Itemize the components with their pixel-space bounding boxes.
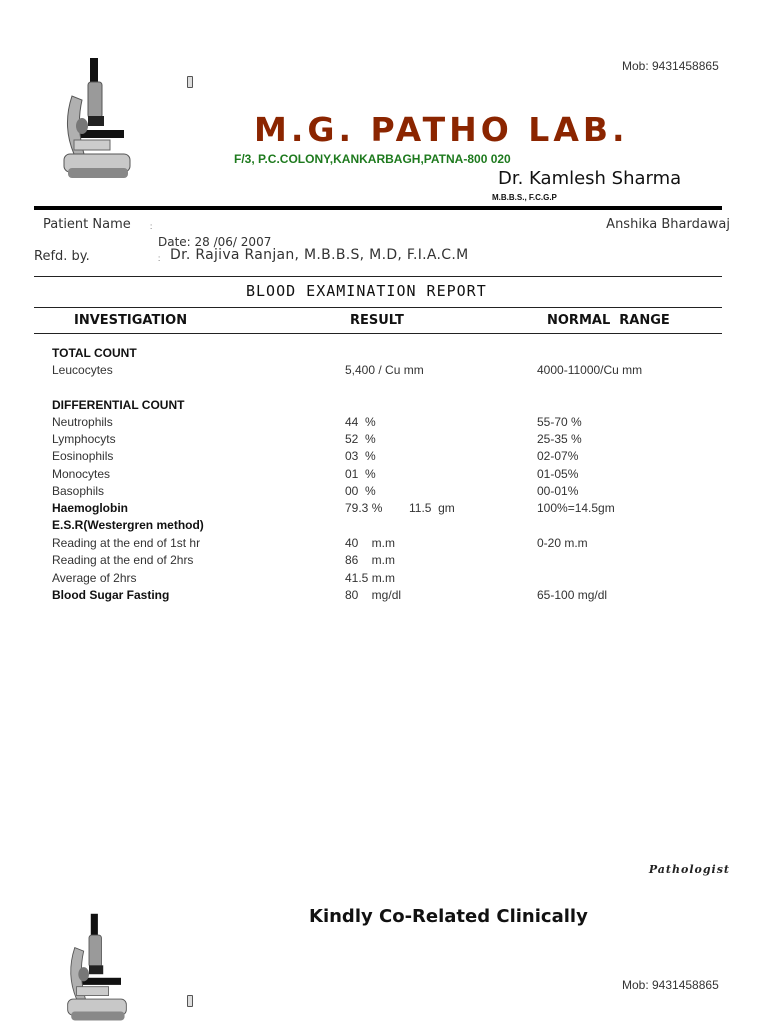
row-result: 5,400 / Cu mm (345, 363, 424, 377)
row-result: 52 % (345, 432, 376, 446)
row-name: Leucocytes (52, 363, 113, 377)
phone-icon (187, 995, 193, 1007)
row-name: Basophils (52, 484, 105, 498)
row-range: 25-35 % (537, 432, 582, 446)
referred-by-label: Refd. by. (34, 249, 90, 264)
row-result: 01 % (345, 467, 376, 481)
referred-by-colon: : (158, 254, 161, 263)
section-heading: DIFFERENTIAL COUNT (52, 398, 185, 412)
row-result: 41.5 m.m (345, 571, 396, 585)
report-title: BLOOD EXAMINATION REPORT (246, 282, 487, 300)
phone-icon (187, 76, 193, 88)
haemoglobin-range: 100%=14.5gm (537, 501, 615, 515)
header-divider (34, 206, 722, 210)
esr-heading: E.S.R(Westergren method) (52, 518, 204, 532)
patient-name-colon: : (150, 222, 153, 231)
header-mobile: Mob: 9431458865 (622, 59, 719, 73)
patient-name-label: Patient Name (43, 217, 131, 232)
microscope-icon (52, 56, 142, 182)
haemoglobin-name: Haemoglobin (52, 501, 129, 515)
doctor-qualifications: M.B.B.S., F.C.G.P (492, 193, 557, 202)
column-result: RESULT (350, 313, 404, 328)
row-range: 02-07% (537, 449, 579, 463)
section-heading: TOTAL COUNT (52, 346, 137, 360)
report-date: Date: 28 /06/ 2007 (158, 235, 272, 249)
microscope-icon (52, 912, 142, 1024)
lab-address: F/3, P.C.COLONY,KANKARBAGH,PATNA-800 020 (234, 152, 511, 166)
column-investigation: INVESTIGATION (74, 313, 188, 328)
info-divider (34, 276, 722, 277)
row-result: 86 m.m (345, 553, 396, 567)
doctor-name: Dr. Kamlesh Sharma (498, 168, 682, 189)
row-name: Average of 2hrs (52, 571, 137, 585)
row-result: 44 % (345, 415, 376, 429)
row-name: Reading at the end of 2hrs (52, 553, 194, 567)
haemoglobin-gm: 11.5 gm (409, 501, 455, 515)
row-name: Eosinophils (52, 449, 114, 463)
blood-sugar-result: 80 mg/dl (345, 588, 402, 602)
column-normal-range: NORMAL RANGE (547, 313, 670, 328)
row-range: 01-05% (537, 467, 579, 481)
columns-divider (34, 333, 722, 334)
title-divider (34, 307, 722, 308)
lab-name: M.G. PATHO LAB. (254, 110, 629, 149)
pathologist-signatory: Pathologist (648, 863, 730, 876)
row-name: Lymphocyts (52, 432, 116, 446)
row-result: 03 % (345, 449, 376, 463)
row-name: Reading at the end of 1st hr (52, 536, 201, 550)
haemoglobin-percent: 79.3 % (345, 501, 383, 515)
row-result: 00 % (345, 484, 376, 498)
row-range: 55-70 % (537, 415, 582, 429)
patient-name-value: Anshika Bhardawaj (606, 217, 730, 232)
row-range: 00-01% (537, 484, 579, 498)
row-result: 40 m.m (345, 536, 396, 550)
footer-note: Kindly Co-Related Clinically (309, 906, 588, 927)
row-name: Neutrophils (52, 415, 113, 429)
row-range: 4000-11000/Cu mm (537, 363, 643, 377)
blood-sugar-range: 65-100 mg/dl (537, 588, 608, 602)
row-name: Monocytes (52, 467, 111, 481)
row-range: 0-20 m.m (537, 536, 588, 550)
footer-mobile: Mob: 9431458865 (622, 978, 719, 992)
blood-sugar-name: Blood Sugar Fasting (52, 588, 170, 602)
referred-by-value: Dr. Rajiva Ranjan, M.B.B.S, M.D, F.I.A.C.M (170, 247, 469, 263)
